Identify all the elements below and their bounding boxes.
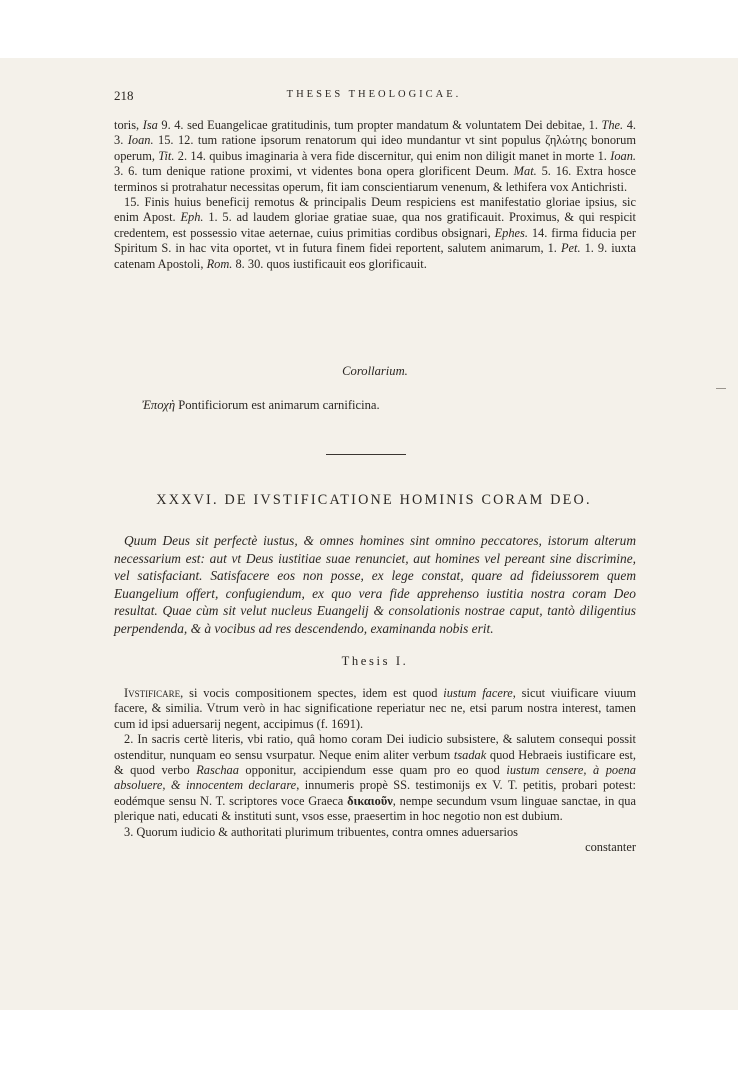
emphasis: Raschaa <box>196 763 239 778</box>
citation: Rom. <box>206 256 233 271</box>
text-span: 2. 14. quibus imaginaria à vera fide discernitur, qui enim non diligit manet in morte 1. <box>174 148 611 163</box>
emphasis: iustum censere, à poena absoluere, & innocentem declarare <box>114 763 636 793</box>
paragraph-14-continuation <box>114 118 636 195</box>
citation: Ioan. <box>610 148 637 163</box>
corollarium-heading: Corollarium. <box>342 364 408 378</box>
thesis-paragraph-3 <box>114 825 636 856</box>
citation: The. <box>601 118 624 132</box>
corollarium-text <box>142 398 380 413</box>
margin-mark <box>716 388 726 389</box>
thesis-paragraph-2 <box>114 732 636 824</box>
citation: Isa <box>142 118 158 132</box>
text-span: toris, <box>114 118 143 132</box>
greek-word: Ἐποχὴ <box>142 398 176 412</box>
section-divider <box>326 454 406 455</box>
page-header <box>114 88 634 106</box>
text-span: , nempe secundum vsum linguae sanctae, in qua plerique nati, educati & instituti sunt, vsos esse, praesertim in hoc negotio non est dubium. <box>114 793 636 824</box>
citation: Pet. <box>560 241 581 256</box>
text-span: 14. firma fiducia per Spiritum S. in hac vita oportet, vt in futura finem fidei reportent, salutem animarum, 1. <box>114 225 636 256</box>
text-span: 4. 3. <box>114 118 636 148</box>
text-span: 2. In sacris certè literis, vbi ratio, quâ homo coram Dei iudicio subsistere, & salutem consequi possit ostenditur, nunquam eo sensu vsurpatur. Neque enim aliter verbum <box>114 732 636 762</box>
text-span: , sicut viuificare viuum facere, & similia. Vtrum verò in hac significatione reperiatur nec ne, etsi parum nostra interest, tamen cum id ipsi aduersarij negent, accipimus (f. 1691). <box>114 686 636 731</box>
citation: Ioan. <box>127 133 154 148</box>
text-span: 1. 5. ad laudem gloriae gratiae suae, qua nos gratificauit. Proximus, & qui respicit credentem, est possessio vitae aeternae, cuius primitias cordibus obsignari, <box>114 210 636 240</box>
citation: Tit. <box>158 148 175 163</box>
text-span: opponitur, accipiendum esse quam pro eo quod <box>238 763 507 778</box>
text-span: 9. 4. sed Euangelicae gratitudinis, tum propter mandatum & voluntatem Dei debitae, 1. <box>157 118 602 132</box>
page-number: 218 <box>114 88 134 103</box>
section-text-top <box>114 118 636 272</box>
paragraph-15 <box>114 195 636 272</box>
thesis-paragraph-1 <box>114 686 636 732</box>
text-span: Pontificiorum est animarum carnificina. <box>175 398 380 412</box>
running-title: THESES THEOLOGICAE. <box>286 89 462 100</box>
chapter-summary: Quum Deus sit perfectè iustus, & omnes homines sint omnino peccatores, istorum alterum necessarium est: aut vt Deus iustitiae suae renunciet, aut homines vel pereant sine discrimine, vel satisfaciant. Satisfacere eos non posse, ex lege constat, quare ad fideiussorem quem Euangelium offert, confugiendum, ex quo vera fide apprehenso iustitia nostra coram Deo resultat. Quae cùm sit velut nucleus Euangelij & consolationis nostrae caput, tantò diligentius perpendenda, & à vocibus ad res descendendo, examinanda nobis erit. <box>114 533 636 636</box>
greek-word: δικαιοῦν <box>347 793 393 808</box>
text-span: 15. Finis huius beneficij remotus & principalis Deum respiciens est manifestatio gloriae ipsius, sic enim Apost. <box>114 195 636 225</box>
emphasis: iustum facere <box>443 686 513 700</box>
thesis-text <box>114 686 636 855</box>
text-span: quod Hebraeis iustificare est, & quod verbo <box>114 747 636 778</box>
citation: Ephes. <box>494 225 528 240</box>
catchword: constanter <box>585 840 636 855</box>
text-span: 5. 16. Extra hosce terminos si protrahatur necessitas operum, fit iam conscientiarum venenum, & lethifera vox Antichristi. <box>114 164 637 194</box>
text-span: , innumeris propè SS. testimonijs ex V. T. petitis, probari potest: eodémque sensu N. T. scriptores voce Graeca <box>114 778 636 808</box>
emphasis: tsadak <box>453 747 487 762</box>
text-span: 3. 6. tum denique ratione proximi, vt videntes bona opera glorificent Deum. <box>114 164 514 179</box>
thesis-heading: Thesis I. <box>341 654 409 668</box>
chapter-heading: XXXVI. DE IVSTIFICATIONE HOMINIS CORAM DEO. <box>156 492 592 508</box>
citation: Eph. <box>180 210 204 225</box>
text-span: 3. Quorum iudicio & authoritati plurimum tribuentes, contra omnes aduersarios <box>124 824 519 839</box>
text-span: , si vocis compositionem spectes, idem est quod <box>180 686 444 700</box>
text-span: 15. 12. tum ratione ipsorum renatorum qui ideo mundantur vt sint populus ζηλώτης bonorum operum, <box>114 133 637 163</box>
citation: Mat. <box>513 164 537 179</box>
lead-word: Ivstificare <box>124 686 181 700</box>
text-span: 1. 9. iuxta catenam Apostoli, <box>114 241 637 271</box>
text-span: 8. 30. quos iustificauit eos glorificauit. <box>232 256 427 271</box>
